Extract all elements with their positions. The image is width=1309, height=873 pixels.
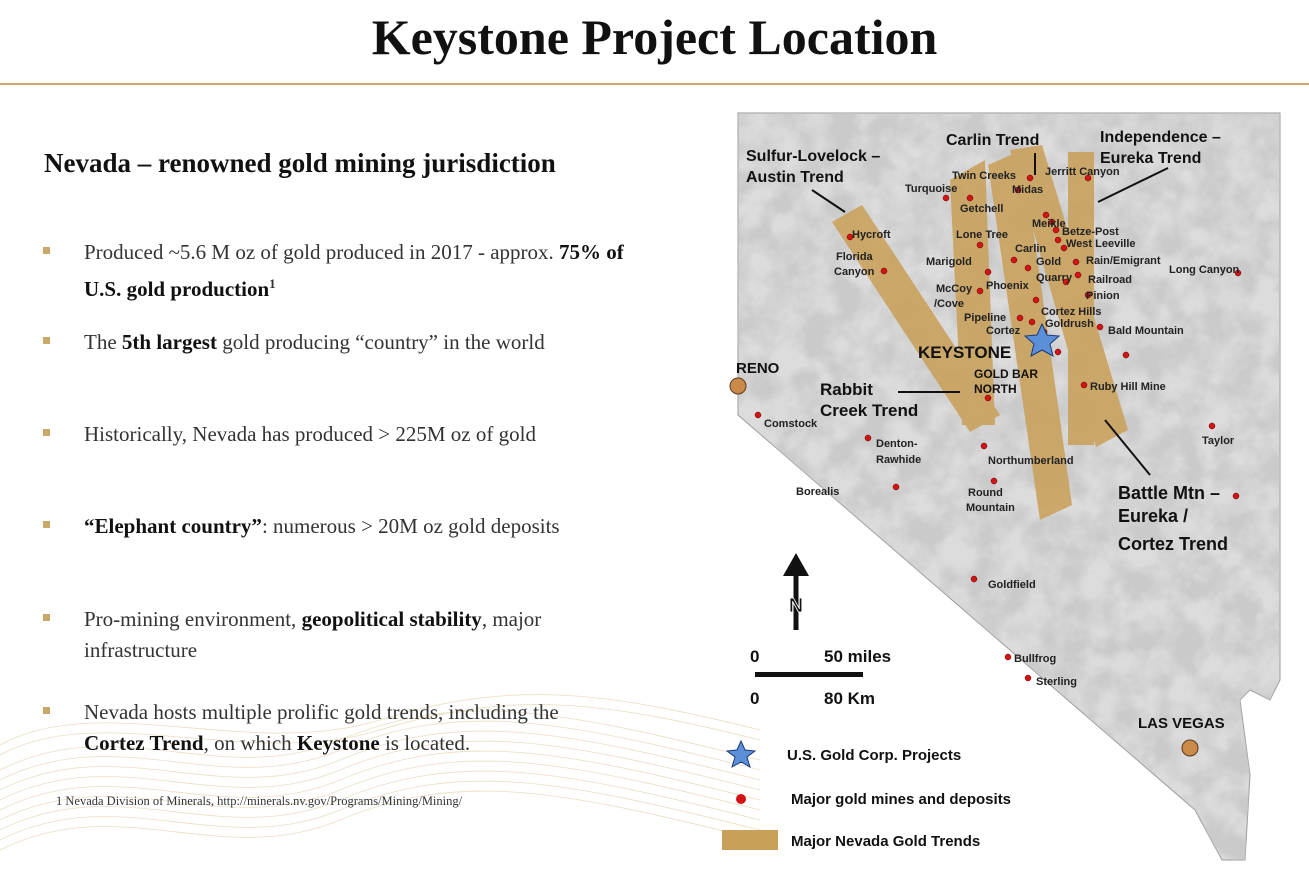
mine-label: Turquoise xyxy=(905,183,958,195)
scale-label: 80 Km xyxy=(824,689,876,708)
trend-label: Austin Trend xyxy=(746,169,844,186)
bullet-marker xyxy=(43,707,50,714)
mine-dot xyxy=(971,576,977,582)
mine-label: Rawhide xyxy=(876,454,922,466)
svg-text:N: N xyxy=(788,595,804,617)
mine-label: Getchell xyxy=(960,203,1004,215)
section-heading: Nevada – renowned gold mining jurisdiction xyxy=(44,148,556,178)
mine-dot xyxy=(1081,382,1087,388)
map-legend xyxy=(722,741,1011,850)
title-divider xyxy=(0,83,1309,85)
mine-dot xyxy=(865,435,871,441)
mine-label: Lone Tree xyxy=(956,229,1008,241)
trend-label: Eureka / xyxy=(1118,506,1189,526)
mine-dot xyxy=(1025,675,1031,681)
mine-label: Cortez xyxy=(986,325,1021,337)
las-vegas-city-marker xyxy=(1182,740,1198,756)
footnote: 1 Nevada Division of Minerals, http://minerals.nv.gov/Programs/Mining/Mining/ xyxy=(56,794,463,808)
bullet-marker xyxy=(43,429,50,436)
mine-label: Comstock xyxy=(764,418,818,430)
mine-label: Midas xyxy=(1012,184,1044,196)
scale-label: 50 miles xyxy=(824,647,892,666)
legend-label: Major gold mines and deposits xyxy=(791,791,1012,808)
mine-label: Jerritt Canyon xyxy=(1045,166,1120,178)
mine-label: Long Canyon xyxy=(1169,264,1240,276)
legend-mine-icon xyxy=(736,794,746,804)
trend-label: Creek Trend xyxy=(820,401,919,420)
trend-label: Sulfur-Lovelock – xyxy=(746,148,881,165)
nevada-map xyxy=(700,108,1290,868)
mine-dot xyxy=(1055,237,1061,243)
mine-label: Hycroft xyxy=(852,229,891,241)
legend-star-icon xyxy=(727,741,755,767)
mine-label: Borealis xyxy=(796,486,840,498)
mine-label: /Cove xyxy=(934,298,964,310)
bullet-marker xyxy=(43,521,50,528)
mine-dot xyxy=(943,195,949,201)
mine-dot xyxy=(893,484,899,490)
mine-label: Taylor xyxy=(1202,435,1235,447)
mine-label: Carlin xyxy=(1015,243,1047,255)
mine-dot xyxy=(1055,349,1061,355)
mine-dot xyxy=(1027,175,1033,181)
mine-label: Phoenix xyxy=(986,280,1029,292)
mine-label: West Leeville xyxy=(1066,238,1136,250)
keystone-label: KEYSTONE xyxy=(918,343,1012,362)
mine-dot xyxy=(1029,319,1035,325)
bullet-marker xyxy=(43,614,50,621)
city-label: LAS VEGAS xyxy=(1138,715,1225,732)
mine-dot xyxy=(881,268,887,274)
city-label: RENO xyxy=(736,360,780,377)
bullet-text: “Elephant country”: numerous > 20M oz gold deposits xyxy=(84,514,560,538)
scale-label: 0 xyxy=(750,647,760,666)
mine-label: Florida xyxy=(836,251,873,263)
gold-bar-label: NORTH xyxy=(974,382,1017,396)
mine-label: Pipeline xyxy=(964,312,1007,324)
trend-label: Independence – xyxy=(1100,129,1221,146)
mine-dot xyxy=(1097,324,1103,330)
reno-city-marker xyxy=(730,378,746,394)
legend-label: U.S. Gold Corp. Projects xyxy=(787,747,962,764)
mine-label: Cortez Hills xyxy=(1041,306,1102,318)
trend-label: Cortez Trend xyxy=(1118,534,1229,554)
mine-label: Northumberland xyxy=(988,455,1074,467)
mine-dot xyxy=(1005,654,1011,660)
mine-label: Railroad xyxy=(1088,274,1133,286)
mine-label: Goldrush xyxy=(1045,318,1094,330)
mine-label: Mountain xyxy=(966,502,1015,514)
scale-bar-line xyxy=(755,672,863,677)
trend-label: Battle Mtn – xyxy=(1118,483,1221,503)
mine-dot xyxy=(985,269,991,275)
mine-dot xyxy=(991,478,997,484)
mine-label: Bald Mountain xyxy=(1108,325,1184,337)
mine-label: Betze-Post xyxy=(1062,226,1119,238)
mine-label: Marigold xyxy=(926,256,972,268)
mine-dot xyxy=(967,195,973,201)
mine-label: Denton- xyxy=(876,438,918,450)
mine-label: Rain/Emigrant xyxy=(1086,255,1161,267)
bullet-text: Nevada hosts multiple prolific gold trends, including the Cortez Trend, on which Keystone is located. xyxy=(84,700,559,755)
scale-label: 0 xyxy=(750,689,760,708)
north-arrow-icon xyxy=(783,553,809,630)
mine-dot xyxy=(1017,315,1023,321)
mine-label: Ruby Hill Mine xyxy=(1090,381,1166,393)
mine-dot xyxy=(977,242,983,248)
trend-label: Rabbit xyxy=(820,380,873,399)
mine-dot xyxy=(1123,352,1129,358)
bullet-text: Historically, Nevada has produced > 225M oz of gold xyxy=(84,422,536,446)
bullet-text: Pro-mining environment, geopolitical stability, major infrastructure xyxy=(84,607,542,662)
legend-label: Major Nevada Gold Trends xyxy=(791,833,981,850)
mine-dot xyxy=(1011,257,1017,263)
mine-label: Round xyxy=(968,487,1003,499)
page-title: Keystone Project Location xyxy=(371,9,938,65)
mine-label: Pinion xyxy=(1086,290,1120,302)
mine-label: McCoy xyxy=(936,283,973,295)
scale-bar xyxy=(750,647,891,708)
bullet-text: Produced ~5.6 M oz of gold produced in 2017 - approx. 75% of U.S. gold production$^1$ xyxy=(84,240,624,301)
mine-dot xyxy=(1073,259,1079,265)
mine-dot xyxy=(981,443,987,449)
mine-dot xyxy=(1033,297,1039,303)
mine-dot xyxy=(977,288,983,294)
mine-dot xyxy=(755,412,761,418)
mine-label: Meikle xyxy=(1032,218,1066,230)
mine-dot xyxy=(1075,272,1081,278)
bullet-text: The 5th largest gold producing “country” in the world xyxy=(84,330,545,354)
mine-dot xyxy=(1209,423,1215,429)
decorative-wave-background xyxy=(0,650,760,873)
mine-label: Twin Creeks xyxy=(952,170,1016,182)
legend-trend-swatch xyxy=(722,830,778,850)
trend-label: Eureka Trend xyxy=(1100,150,1202,167)
mine-label: Gold xyxy=(1036,256,1062,268)
mine-dot xyxy=(1233,493,1239,499)
gold-bar-label: GOLD BAR xyxy=(974,367,1038,381)
bullet-marker xyxy=(43,337,50,344)
mine-label: Quarry xyxy=(1036,272,1073,284)
mine-label: Canyon xyxy=(834,266,875,278)
mine-dot xyxy=(1025,265,1031,271)
bullet-marker xyxy=(43,247,50,254)
mine-label: Sterling xyxy=(1036,676,1077,688)
mine-label: Goldfield xyxy=(988,579,1036,591)
mine-label: Bullfrog xyxy=(1014,653,1057,665)
trend-label: Carlin Trend xyxy=(946,132,1040,149)
